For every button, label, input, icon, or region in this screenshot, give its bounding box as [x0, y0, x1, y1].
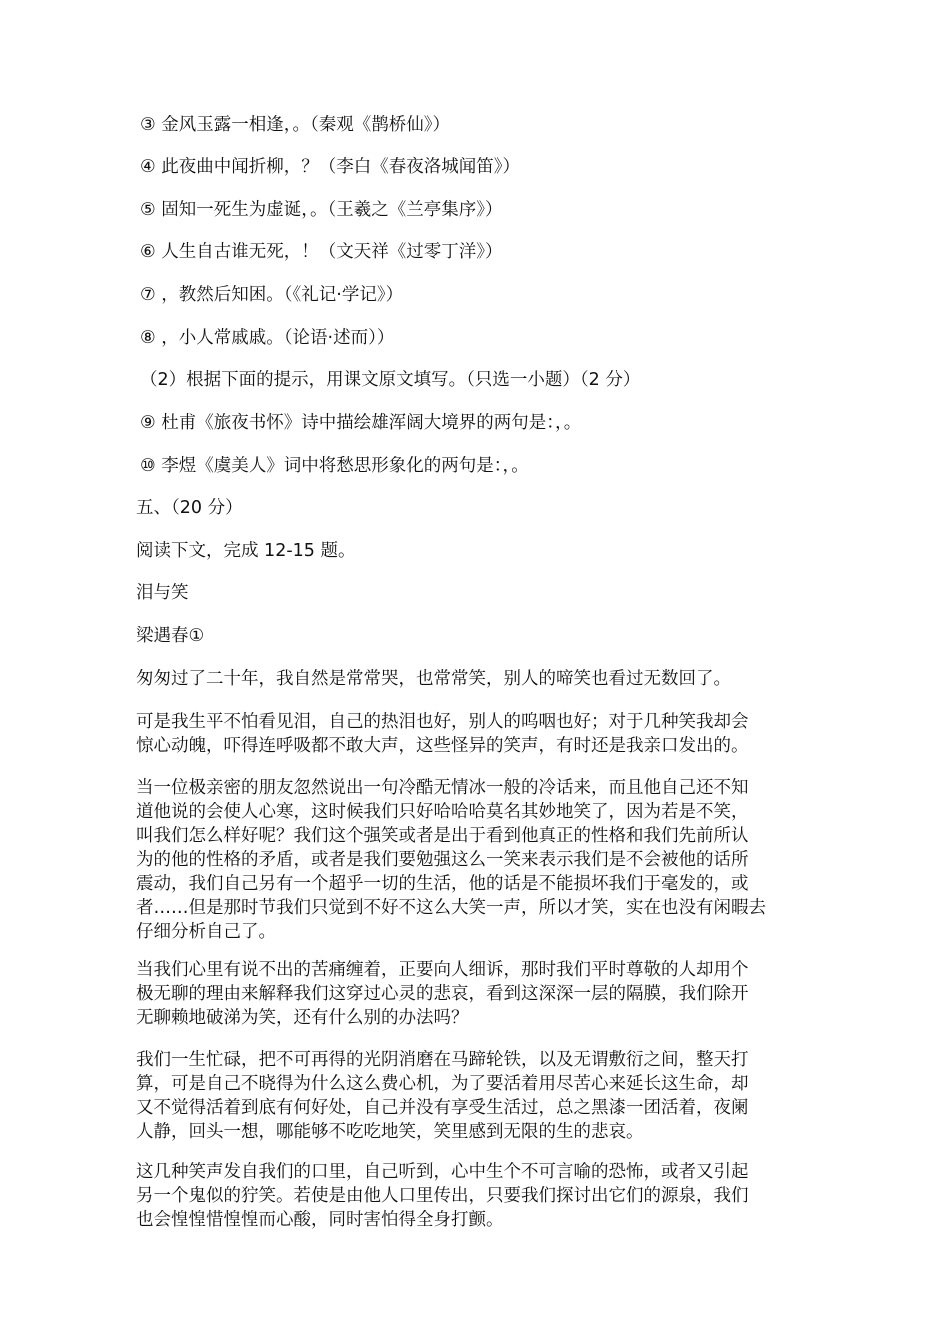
- paragraph-line: 另一个鬼似的狞笑。若使是由他人口里传出，只要我们探讨出它们的源泉，我们: [136, 1186, 749, 1206]
- sub-question-2-prompt: （2）根据下面的提示，用课文原文填写。（只选一小题）（2 分）: [140, 370, 641, 390]
- paragraph-line: 这几种笑声发自我们的口里，自己听到，心中生个不可言喻的恐怖，或者又引起: [136, 1162, 749, 1182]
- paragraph-line: 叫我们怎么样好呢？我们这个强笑或者是出于看到他真正的性格和我们先前所认: [136, 826, 749, 846]
- question-5: ⑤ 固知一死生为虚诞，。（王羲之《兰亭集序》）: [140, 200, 503, 220]
- question-3: ③ 金风玉露一相逢，。（秦观《鹊桥仙》）: [140, 115, 450, 135]
- paragraph-line: 仔细分析自己了。: [136, 922, 276, 942]
- paragraph-line: 算，可是自己不晓得为什么这么费心机，为了要活着用尽苦心来延长这生命，却: [136, 1074, 749, 1094]
- essay-author: 梁遇春①: [136, 626, 205, 646]
- question-7: ⑦ ，教然后知困。（《礼记·学记》）: [140, 285, 404, 305]
- question-8: ⑧ ，小人常戚戚。（论语·述而））: [140, 328, 395, 348]
- question-6: ⑥ 人生自古谁无死，！（文天祥《过零丁洋》）: [140, 242, 503, 262]
- essay-title: 泪与笑: [136, 583, 189, 603]
- paragraph-1: [136, 667, 816, 691]
- paragraph-3: [136, 776, 816, 944]
- paragraph-5: [136, 1048, 816, 1144]
- paragraph-line: 又不觉得活着到底有何好处，自己并没有享受生活过，总之黑漆一团活着，夜阑: [136, 1098, 749, 1118]
- paragraph-line: 者……但是那时节我们只觉到不好不这么大笑一声，所以才笑，实在也没有闲暇去: [136, 898, 766, 918]
- paragraph-4: [136, 958, 816, 1030]
- paragraph-line: 为的他的性格的矛盾，或者是我们要勉强这么一笑来表示我们是不会被他的话所: [136, 850, 749, 870]
- paragraph-line: 当一位极亲密的朋友忽然说出一句冷酷无情冰一般的冷话来，而且他自己还不知: [136, 778, 749, 798]
- paragraph-line: 震动，我们自己另有一个超乎一切的生活，他的话是不能损坏我们于毫发的，或: [136, 874, 749, 894]
- paragraph-line: 匆匆过了二十年，我自然是常常哭，也常常笑，别人的啼笑也看过无数回了。: [136, 669, 731, 689]
- paragraph-line: 可是我生平不怕看见泪，自己的热泪也好，别人的呜咽也好；对于几种笑我却会: [136, 712, 749, 732]
- paragraph-line: 道他说的会使人心寒，这时候我们只好哈哈哈莫名其妙地笑了，因为若是不笑，: [136, 802, 749, 822]
- paragraph-line: 惊心动魄，吓得连呼吸都不敢大声，这些怪异的笑声，有时还是我亲口发出的。: [136, 736, 749, 756]
- question-9: ⑨ 杜甫《旅夜书怀》诗中描绘雄浑阔大境界的两句是：，。: [140, 413, 582, 433]
- paragraph-line: 极无聊的理由来解释我们这穿过心灵的悲哀，看到这深深一层的隔膜，我们除开: [136, 984, 749, 1004]
- reading-instruction: 阅读下文，完成 12-15 题。: [136, 541, 356, 561]
- paragraph-line: 无聊赖地破涕为笑，还有什么别的办法吗？: [136, 1008, 469, 1028]
- question-10: ⑩ 李煜《虞美人》词中将愁思形象化的两句是：，。: [140, 456, 529, 476]
- question-4: ④ 此夜曲中闻折柳，？（李白《春夜洛城闻笛》）: [140, 157, 520, 177]
- paragraph-line: 我们一生忙碌，把不可再得的光阴消磨在马蹄轮铁，以及无谓敷衍之间，整天打: [136, 1050, 749, 1070]
- paragraph-2: [136, 710, 816, 758]
- paragraph-6: [136, 1160, 816, 1232]
- paragraph-line: 人静，回头一想，哪能够不吃吃地笑，笑里感到无限的生的悲哀。: [136, 1122, 644, 1142]
- paragraph-line: 也会惶惶惜惶惶而心酸，同时害怕得全身打颤。: [136, 1210, 504, 1230]
- section-heading: 五、（20 分）: [136, 498, 243, 518]
- paragraph-line: 当我们心里有说不出的苦痛缠着，正要向人细诉，那时我们平时尊敬的人却用个: [136, 960, 749, 980]
